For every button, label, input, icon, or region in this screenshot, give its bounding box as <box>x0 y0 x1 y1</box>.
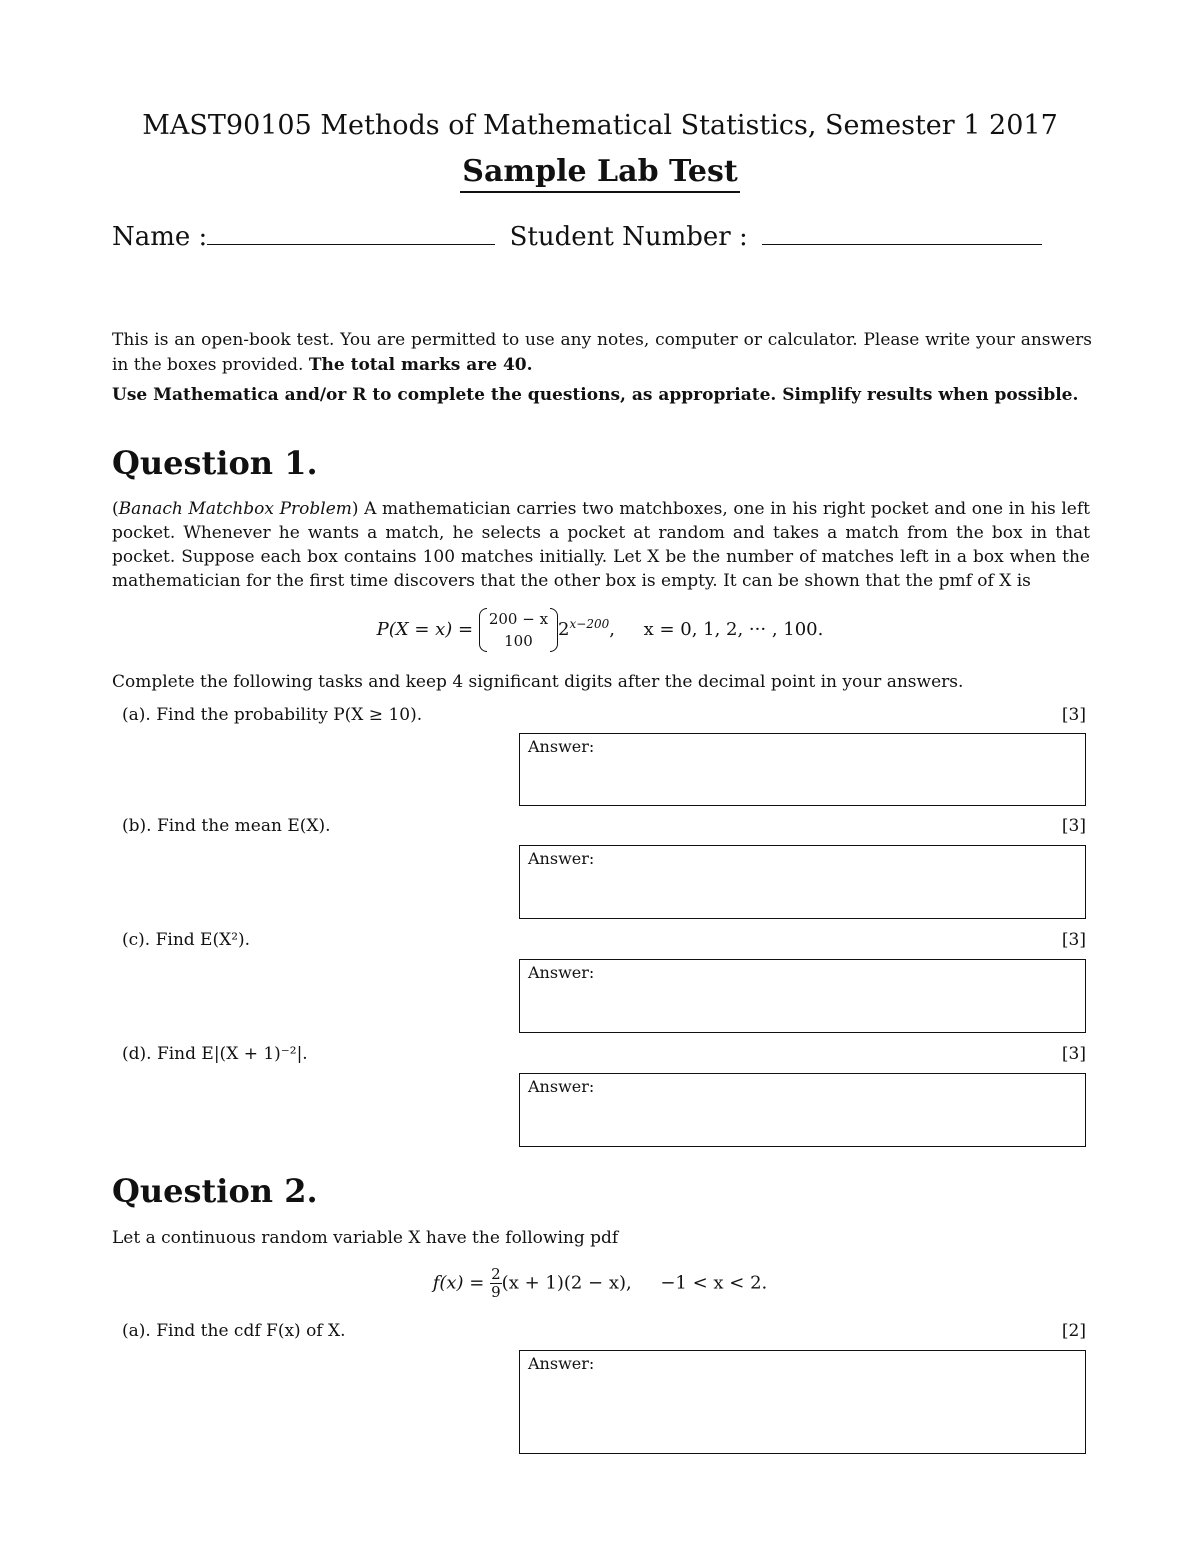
pmf-lhs: P(X = x) = <box>376 619 474 640</box>
fraction-denominator: 9 <box>491 1283 501 1301</box>
task-2a: (a). Find the cdf F(x) of X. <box>122 1321 346 1341</box>
page-title <box>0 154 1200 189</box>
marks-1d: [3] <box>1061 1044 1086 1064</box>
task-1b: (b). Find the mean E(X). <box>122 816 331 836</box>
answer-box-1a[interactable] <box>519 733 1086 806</box>
name-label: Name : <box>112 222 208 252</box>
question-1-text: (Banach Matchbox Problem) A mathematician carries two matchboxes, one in his right pocket and one in his left pocket. Whenever he wants a match, he selects a pocket at random and takes a match from the box in that pocket. Suppose each box contains 100 matches initially. Let X be the number of matches left in a box when the mathematician for the first time discovers that the other box is empty. It can be shown that the pmf of X is <box>112 499 1090 591</box>
pmf-support: , x = 0, 1, 2, ··· , 100. <box>609 619 824 640</box>
answer-label: Answer: <box>528 849 595 868</box>
task-1a: (a). Find the probability P(X ≥ 10). <box>122 705 423 725</box>
marks-1a: [3] <box>1061 705 1086 725</box>
question-1-heading: Question 1. <box>112 444 318 482</box>
question-1-body: A mathematician carries two matchboxes, one in his right pocket and one in his left pocket. Whenever he wants a match, he selects a pocket at random and takes a match from the box in that pocket. Suppose each box contains 100 matches initially. Let X be the number of matches left in a box when the mathematician for the first time discovers that the other box is empty. It can be shown that the pmf of X is <box>112 499 1090 591</box>
name-line <box>112 222 1042 252</box>
answer-label: Answer: <box>528 1077 595 1096</box>
task-1c: (c). Find E(X²). <box>122 930 251 950</box>
pdf-lhs: f(x) = <box>432 1272 485 1294</box>
pdf-formula <box>0 1266 1200 1301</box>
question-2-text: Let a continuous random variable X have the following pdf <box>112 1228 619 1248</box>
answer-box-2a[interactable] <box>519 1350 1086 1454</box>
marks-1b: [3] <box>1061 816 1086 836</box>
instructions-text: This is an open-book test. You are permitted to use any notes, computer or calculator. Please write your answers in the boxes provided. <box>112 330 1092 375</box>
pmf-formula <box>0 608 1200 652</box>
instructions-intro <box>112 328 1092 378</box>
fraction-numerator: 2 <box>491 1265 501 1283</box>
task-1d: (d). Find E|(X + 1)⁻²|. <box>122 1044 308 1064</box>
page-title-text: Sample Lab Test <box>460 154 739 193</box>
answer-box-1d[interactable] <box>519 1073 1086 1147</box>
marks-2a: [2] <box>1061 1321 1086 1341</box>
name-field[interactable] <box>207 224 495 245</box>
student-number-label: Student Number : <box>509 222 748 252</box>
course-title: MAST90105 Methods of Mathematical Statistics, Semester 1 2017 <box>142 110 1058 141</box>
binom-bottom: 100 <box>504 632 533 650</box>
pdf-rhs: (x + 1)(2 − x), −1 < x < 2. <box>501 1272 768 1294</box>
total-marks: The total marks are 40. <box>308 355 533 375</box>
question-1-instruction: Complete the following tasks and keep 4 significant digits after the decimal point in your answers. <box>112 672 964 692</box>
pmf-exponent: x−200 <box>569 617 610 631</box>
student-number-field[interactable] <box>762 224 1042 245</box>
software-instruction: Use Mathematica and/or R to complete the questions, as appropriate. Simplify results when possible. <box>112 385 1079 405</box>
fraction <box>490 1266 502 1301</box>
answer-box-1b[interactable] <box>519 845 1086 919</box>
marks-1c: [3] <box>1061 930 1086 950</box>
question-2-heading: Question 2. <box>112 1172 318 1210</box>
answer-box-1c[interactable] <box>519 959 1086 1033</box>
pmf-base: 2 <box>558 619 570 640</box>
binom-top: 200 − x <box>488 610 549 628</box>
answer-label: Answer: <box>528 963 595 982</box>
problem-name: Banach Matchbox Problem <box>118 499 352 519</box>
answer-label: Answer: <box>528 737 595 756</box>
binomial-coefficient <box>479 608 558 652</box>
answer-label: Answer: <box>528 1354 595 1373</box>
